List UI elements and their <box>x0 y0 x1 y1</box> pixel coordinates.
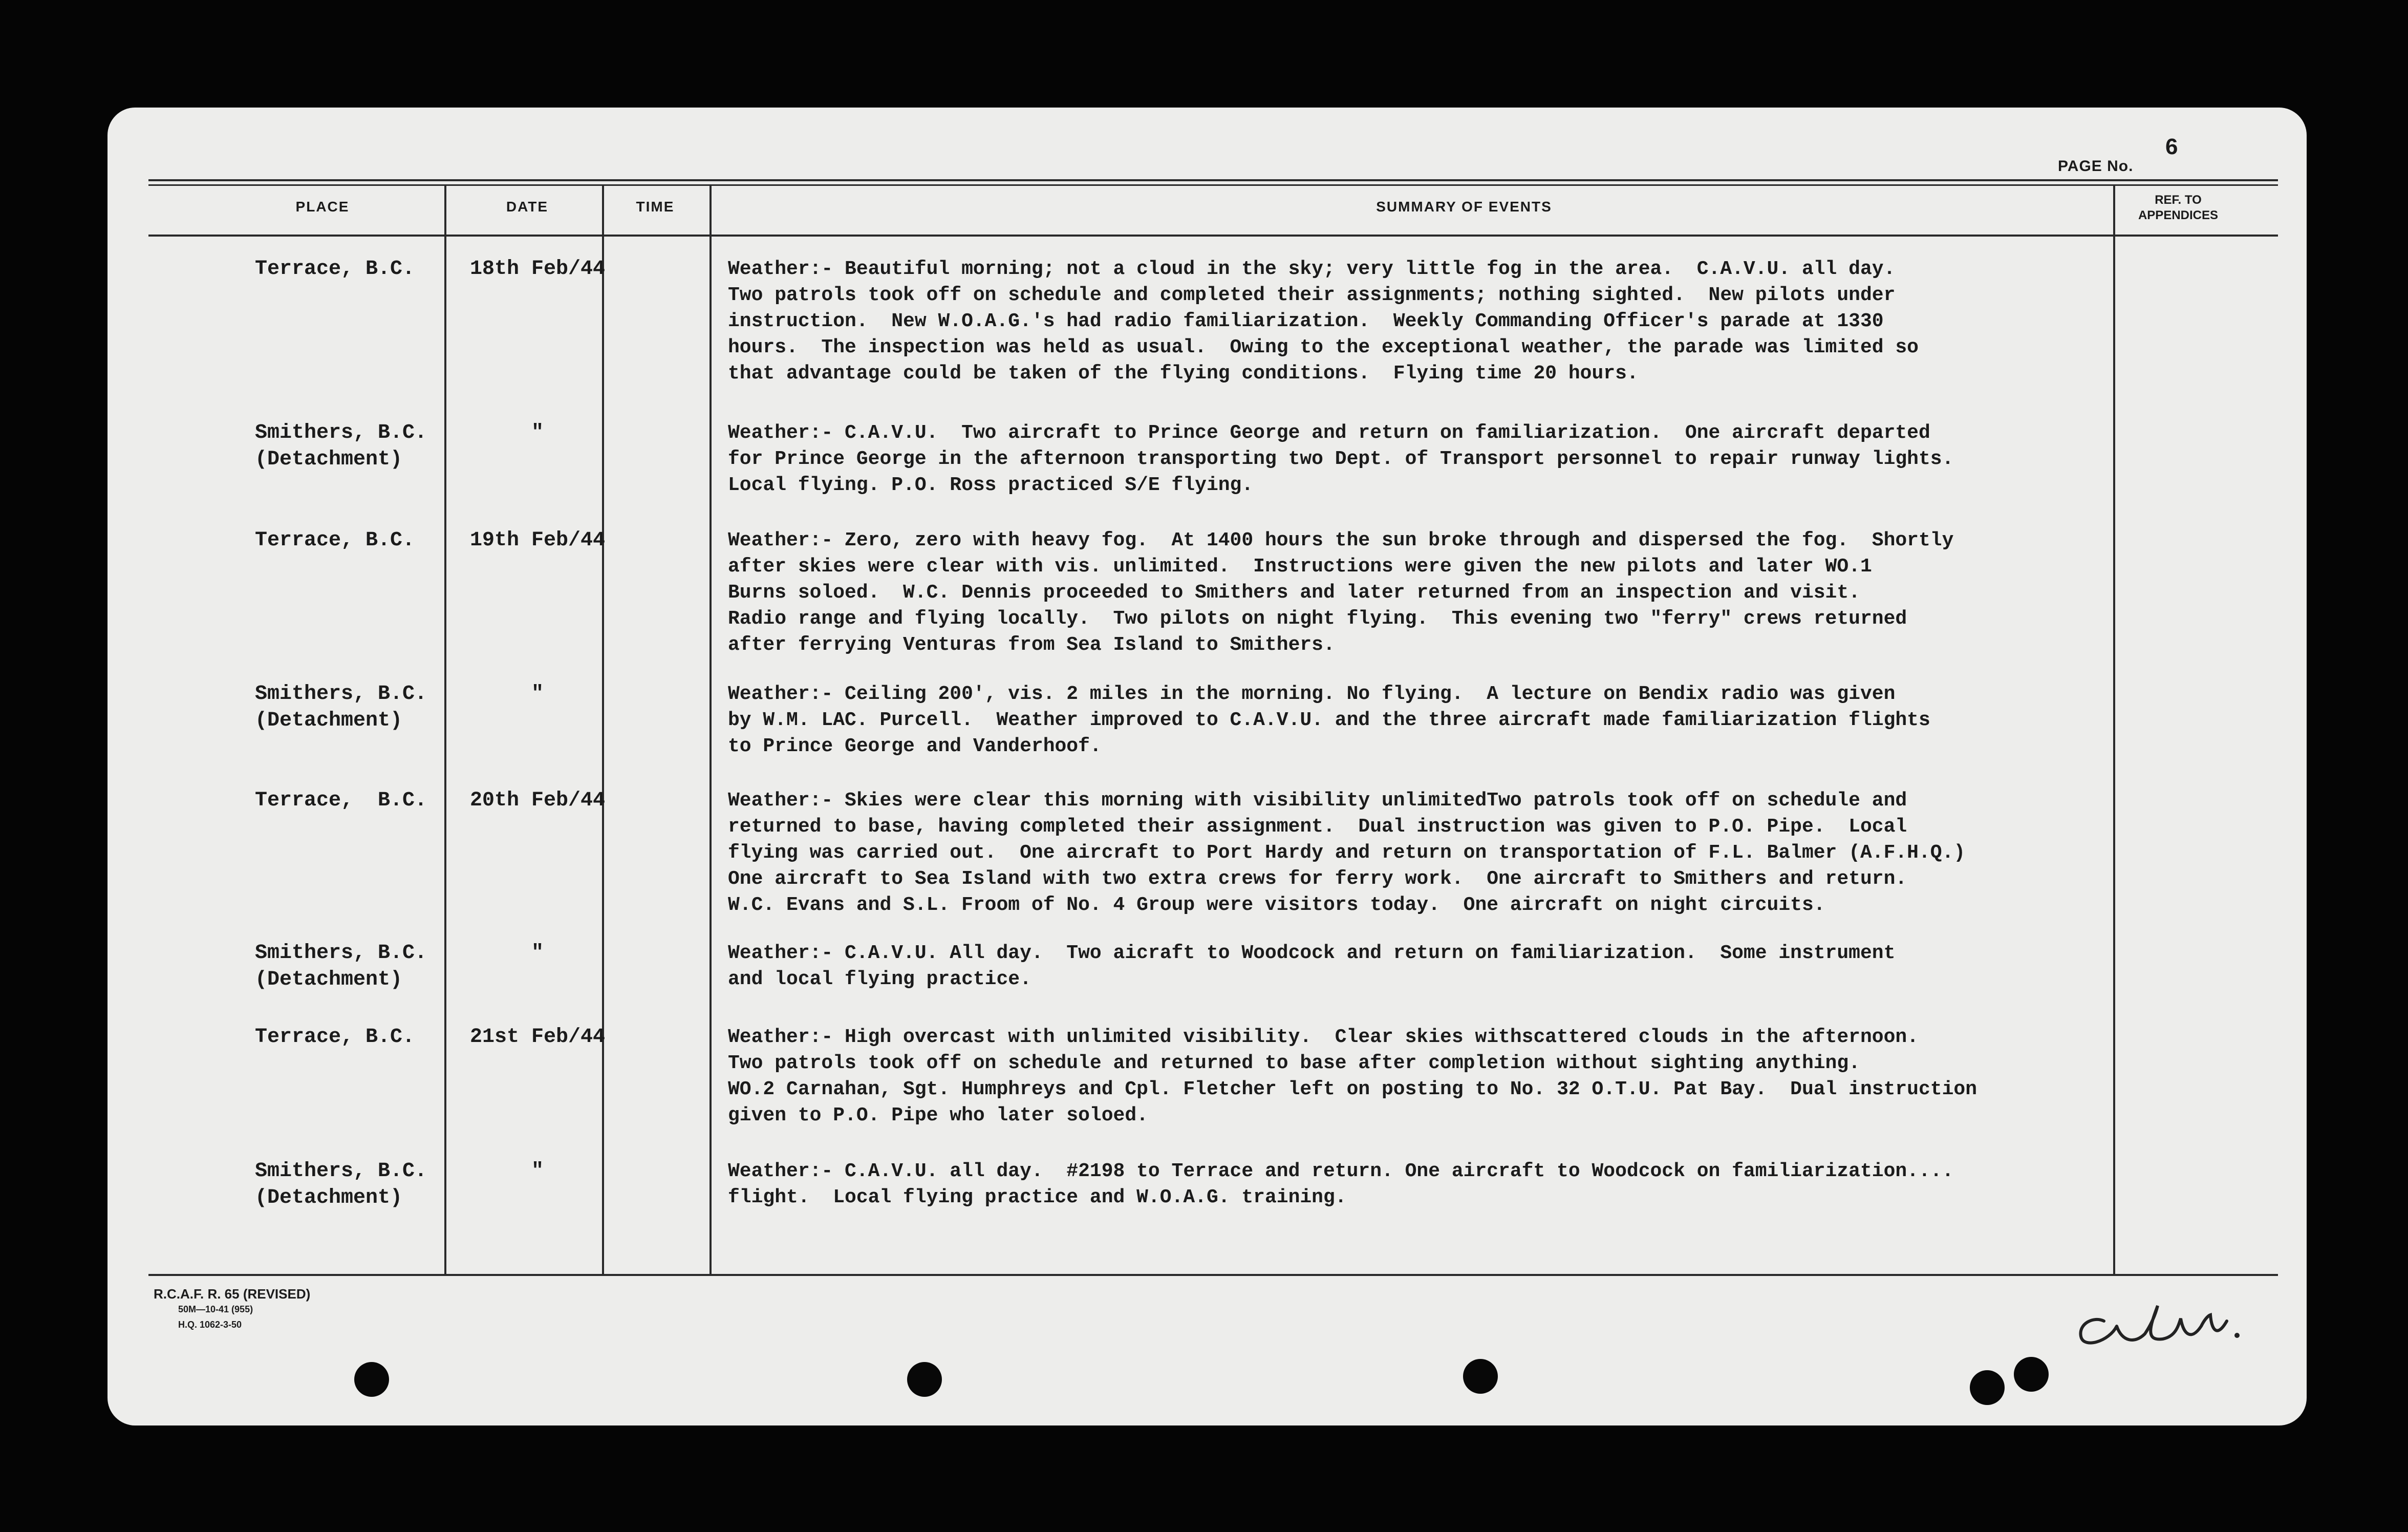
punch-hole <box>1463 1359 1498 1394</box>
summary-line: Weather:- C.A.V.U. all day. #2198 to Terrace and return. One aircraft to Woodcock on familiarization.... <box>728 1160 1954 1182</box>
bottom-rule <box>148 1274 2278 1276</box>
summary-line: given to P.O. Pipe who later soloed. <box>728 1104 1148 1126</box>
entry-place: Smithers, B.C. (Detachment) <box>255 683 427 732</box>
summary-line: that advantage could be taken of the flying conditions. Flying time 20 hours. <box>728 363 1639 385</box>
summary-line: Weather:- C.A.V.U. All day. Two aicraft to Woodcock and return on familiarization. Some instrument <box>728 942 1896 964</box>
header-date: DATE <box>506 199 549 215</box>
summary-line: hours. The inspection was held as usual. Owing to the exceptional weather, the parade was limited so <box>728 336 1919 358</box>
summary-line: Weather:- Beautiful morning; not a cloud in the sky; very little fog in the area. C.A.V.U. all day. <box>728 258 1896 280</box>
entry-summary <box>728 681 2238 759</box>
summary-line: One aircraft to Sea Island with two extra crews for ferry work. One aircraft to Smithers and return. <box>728 868 1907 890</box>
summary-line: after ferrying Venturas from Sea Island to Smithers. <box>728 634 1335 656</box>
page-number: 6 <box>2165 134 2178 159</box>
entry-summary <box>728 420 2238 498</box>
entry-date: " <box>531 942 544 965</box>
entry-summary <box>728 527 2238 658</box>
entry-date: " <box>531 683 544 706</box>
summary-line: Two patrols took off on schedule and returned to base after completion without sighting anything. <box>728 1052 1860 1074</box>
summary-line: returned to base, having completed their assignment. Dual instruction was given to P.O. Pipe. Local <box>728 816 1907 838</box>
summary-line: Burns soloed. W.C. Dennis proceeded to Smithers and later returned from an inspection and visit. <box>728 582 1860 604</box>
summary-line: flight. Local flying practice and W.O.A.G. training. <box>728 1186 1347 1208</box>
entry-date: " <box>531 1160 544 1183</box>
punch-hole <box>907 1362 942 1397</box>
entry-place: Smithers, B.C. (Detachment) <box>255 942 427 991</box>
record-card <box>107 108 2307 1425</box>
entry-place: Smithers, B.C. (Detachment) <box>255 1160 427 1209</box>
summary-line: flying was carried out. One aircraft to Port Hardy and return on transportation of F.L. Balmer (A.F.H.Q.) <box>728 842 1966 864</box>
entry-summary <box>728 940 2238 992</box>
summary-line: after skies were clear with vis. unlimited. Instructions were given the new pilots and later WO.1 <box>728 556 1872 578</box>
top-double-rule-1 <box>148 179 2278 181</box>
entry-date: " <box>531 421 544 444</box>
entry-date: 18th Feb/44 <box>469 258 606 281</box>
summary-line: WO.2 Carnahan, Sgt. Humphreys and Cpl. Fletcher left on posting to No. 32 O.T.U. Pat Bay. Dual instruction <box>728 1078 1977 1100</box>
summary-line: to Prince George and Vanderhoof. <box>728 735 1102 757</box>
punch-hole <box>1970 1370 2005 1405</box>
summary-line: Weather:- Skies were clear this morning with visibility unlimitedTwo patrols took off on schedule and <box>728 790 1907 812</box>
header-ref-appendices: REF. TO APPENDICES <box>2138 193 2219 222</box>
entry-summary <box>728 1158 2238 1210</box>
column-divider-date <box>602 185 604 1275</box>
hq-number: H.Q. 1062-3-50 <box>178 1320 242 1330</box>
entry-place: Terrace, B.C. <box>255 529 415 552</box>
top-double-rule-2 <box>148 184 2278 186</box>
entry-date: 21st Feb/44 <box>469 1026 606 1049</box>
entry-summary <box>728 788 2238 918</box>
entry-summary <box>728 256 2238 387</box>
punch-hole <box>354 1362 389 1397</box>
summary-line: Weather:- Zero, zero with heavy fog. At 1400 hours the sun broke through and dispersed the fog. Shortly <box>728 529 1954 551</box>
summary-line: Weather:- Ceiling 200', vis. 2 miles in the morning. No flying. A lecture on Bendix radio was given <box>728 683 1896 705</box>
entry-place: Smithers, B.C. (Detachment) <box>255 421 427 471</box>
entry-summary <box>728 1024 2238 1129</box>
summary-line: Weather:- C.A.V.U. Two aircraft to Prince George and return on familiarization. One aircraft departed <box>728 422 1930 444</box>
page-number-label: PAGE No. <box>2058 158 2134 175</box>
header-rule <box>148 235 2278 237</box>
summary-line: for Prince George in the afternoon transporting two Dept. of Transport personnel to repair runway lights. <box>728 448 1954 470</box>
print-number: 50M—10-41 (955) <box>178 1304 253 1314</box>
form-footer <box>154 1286 310 1332</box>
entry-place: Terrace, B.C. <box>255 789 427 812</box>
header-time: TIME <box>636 199 675 215</box>
summary-line: and local flying practice. <box>728 968 1031 990</box>
entry-place: Terrace, B.C. <box>255 258 415 281</box>
summary-line: Local flying. P.O. Ross practiced S/E flying. <box>728 474 1254 496</box>
summary-line: Two patrols took off on schedule and completed their assignments; nothing sighted. New pilots under <box>728 284 1896 306</box>
summary-line: Weather:- High overcast with unlimited visibility. Clear skies withscattered clouds in the afternoon. <box>728 1026 1919 1048</box>
form-number: R.C.A.F. R. 65 (REVISED) <box>154 1286 311 1302</box>
summary-line: instruction. New W.O.A.G.'s had radio familiarization. Weekly Commanding Officer's parade at 1330 <box>728 310 1884 332</box>
summary-line: by W.M. LAC. Purcell. Weather improved to C.A.V.U. and the three aircraft made familiarization flights <box>728 709 1930 731</box>
signature <box>2073 1285 2247 1352</box>
column-divider-time <box>709 185 712 1275</box>
entry-place: Terrace, B.C. <box>255 1026 415 1049</box>
header-place: PLACE <box>295 199 350 215</box>
header-summary: SUMMARY OF EVENTS <box>1376 199 1552 215</box>
entry-date: 20th Feb/44 <box>469 789 606 812</box>
punch-hole <box>2014 1357 2049 1392</box>
summary-line: Radio range and flying locally. Two pilots on night flying. This evening two "ferry" crews returned <box>728 608 1907 630</box>
entry-date: 19th Feb/44 <box>469 529 606 552</box>
summary-line: W.C. Evans and S.L. Froom of No. 4 Group were visitors today. One aircraft on night circuits. <box>728 894 1825 916</box>
